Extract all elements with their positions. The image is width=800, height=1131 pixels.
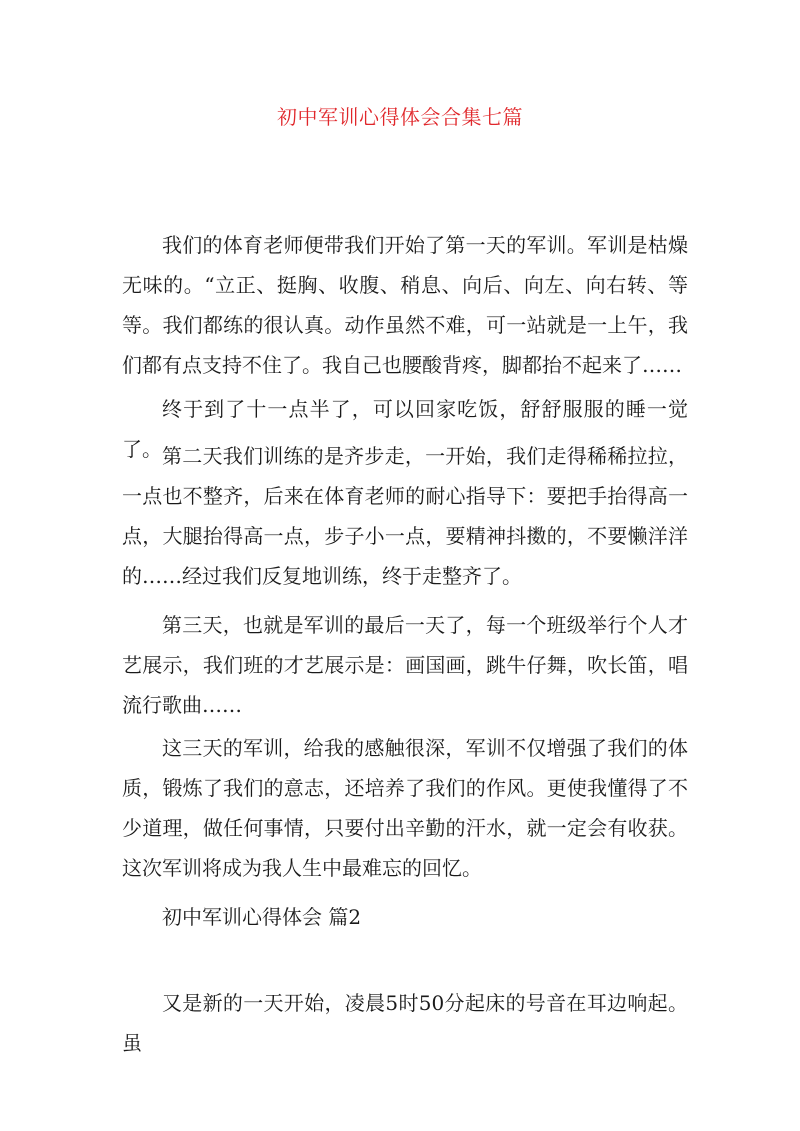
section-heading-2: 初中军训心得体会 篇2 bbox=[162, 905, 362, 929]
body-paragraph-1: 我们的体育老师便带我们开始了第一天的军训。军训是枯燥无味的。“立正、挺胸、收腹、稍息、向后、向左、向右转、等等。我们都练的很认真。动作虽然不难，可一站就是一上午，我们都有点支持不住了。我自己也腰酸背疼，脚都抬不起来了…… bbox=[122, 233, 688, 377]
body-paragraph-5: 这三天的军训，给我的感触很深，军训不仅增强了我们的体质，锻炼了我们的意志，还培养了我们的作风。更使我懂得了不少道理，做任何事情，只要付出辛勤的汗水，就一定会有收获。这次军训将成为我人生中最难忘的回忆。 bbox=[122, 736, 688, 880]
section2-paragraph-1: 又是新的一天开始，凌晨5时50分起床的号音在耳边响起。虽 bbox=[122, 991, 688, 1055]
body-paragraph-4: 第三天，也就是军训的最后一天了，每一个班级举行个人才艺展示，我们班的才艺展示是：画国画，跳牛仔舞，吹长笛，唱流行歌曲…… bbox=[122, 613, 688, 717]
body-paragraph-3: 第二天我们训练的是齐步走，一开始，我们走得稀稀拉拉，一点也不整齐，后来在体育老师的耐心指导下：要把手抬得高一点，大腿抬得高一点，步子小一点，要精神抖擞的，不要懒洋洋的……经过我们反复地训练，终于走整齐了。 bbox=[122, 444, 688, 588]
body-paragraph-2: 终于到了十一点半了，可以回家吃饭，舒舒服服的睡一觉了。 bbox=[122, 397, 688, 461]
document-title: 初中军训心得体会合集七篇 bbox=[277, 105, 523, 129]
